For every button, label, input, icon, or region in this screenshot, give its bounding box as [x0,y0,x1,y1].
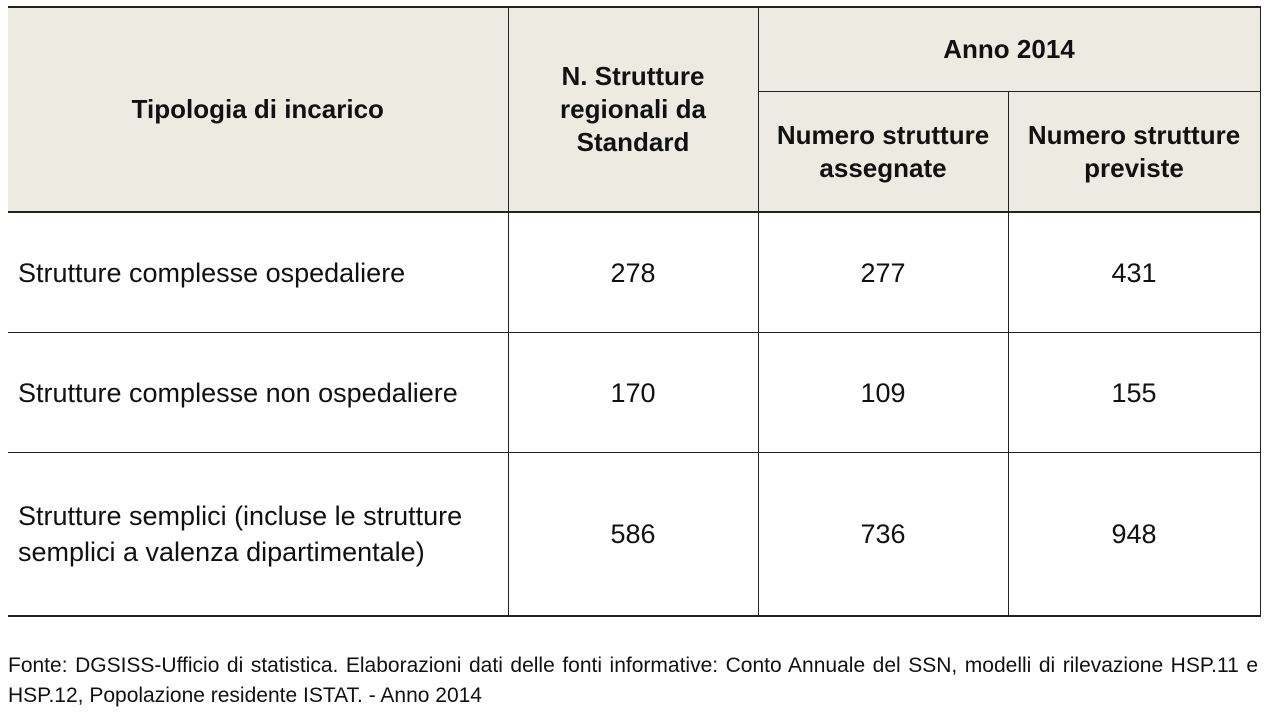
table-row [8,453,1260,617]
table-row [8,212,1260,333]
cell-previste: 155 [1008,333,1260,453]
table-body [8,212,1260,616]
strutture-table [8,6,1261,617]
header-previste: Numero strutture previste [1008,92,1260,213]
header-row-top [8,7,1260,92]
cell-previste: 948 [1008,453,1260,617]
header-n-strutture: N. Strutture regionali da Standard [508,7,758,212]
header-assegnate: Numero strutture assegnate [758,92,1008,213]
cell-assegnate: 109 [758,333,1008,453]
header-tipologia: Tipologia di incarico [8,7,508,212]
cell-standard: 170 [508,333,758,453]
cell-standard: 278 [508,212,758,333]
row-label: Strutture semplici (incluse le strutture semplici a valenza dipartimentale) [18,501,463,567]
table-row [8,333,1260,453]
cell-assegnate: 277 [758,212,1008,333]
cell-assegnate: 736 [758,453,1008,617]
row-label: Strutture complesse ospedaliere [8,212,508,333]
row-label: Strutture complesse non ospedaliere [8,333,508,453]
source-footnote: Fonte: DGSISS-Ufficio di statistica. Elaborazioni dati delle fonti informative: Conto Annuale del SSN, modelli di rilevazione HSP.11 e HSP.12, Popolazione residente ISTAT. - Anno 2014 [8,654,1258,707]
cell-previste: 431 [1008,212,1260,333]
table-header [8,7,1260,212]
data-table-container [8,6,1260,617]
header-anno-2014: Anno 2014 [758,7,1260,92]
cell-standard: 586 [508,453,758,617]
